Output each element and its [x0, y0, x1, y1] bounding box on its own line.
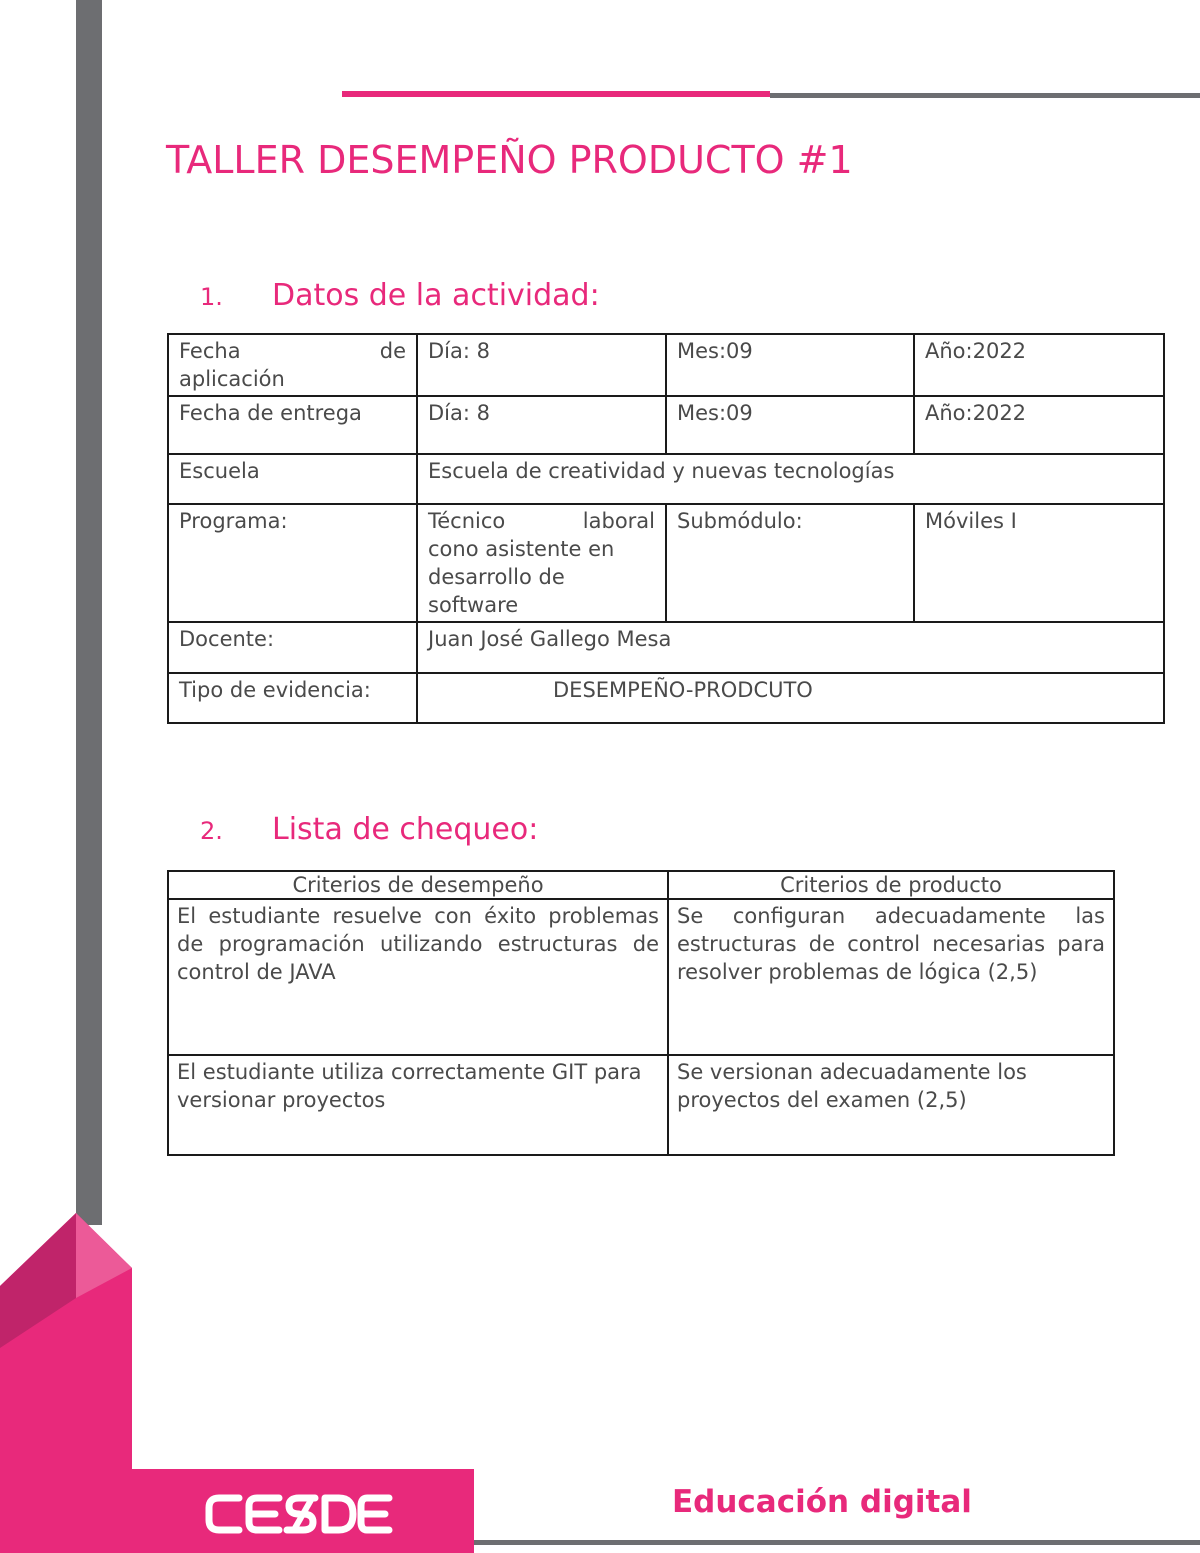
label-programa: Programa:	[168, 504, 417, 622]
value-part: cono asistente en desarrollo de software	[428, 537, 615, 617]
table-row	[168, 396, 1164, 454]
table-row	[168, 899, 1114, 1055]
label-submodulo: Submódulo:	[666, 504, 914, 622]
table-row	[168, 454, 1164, 504]
section-title: Datos de la actividad:	[272, 278, 600, 313]
criterio-producto: Se configuran adecuadamente las estructuras de control necesarias para resolver problemas de lógica (2,5)	[668, 899, 1114, 1055]
value-mes: Mes:09	[666, 396, 914, 454]
footer-brand-text: Educación digital	[672, 1484, 972, 1520]
value-programa	[417, 504, 666, 622]
column-header: Criterios de desempeño	[168, 871, 668, 899]
table-header-row	[168, 871, 1114, 899]
table-row	[168, 504, 1164, 622]
cesde-logo	[205, 1494, 393, 1534]
label-escuela: Escuela	[168, 454, 417, 504]
section-heading-lista	[200, 812, 538, 847]
table-row	[168, 334, 1164, 396]
value-docente: Juan José Gallego Mesa	[417, 622, 1164, 673]
section-title: Lista de chequeo:	[272, 812, 539, 847]
label-docente: Docente:	[168, 622, 417, 673]
label-tipo-evidencia: Tipo de evidencia:	[168, 673, 417, 723]
label-fecha-entrega: Fecha de entrega	[168, 396, 417, 454]
value-dia: Día: 8	[417, 396, 666, 454]
table-row	[168, 1055, 1114, 1155]
value-dia: Día: 8	[417, 334, 666, 396]
value-submodulo: Móviles I	[914, 504, 1164, 622]
label-part: aplicación	[179, 367, 285, 391]
left-vertical-bar	[76, 0, 102, 1225]
activity-data-table	[167, 333, 1165, 724]
section-number: 2.	[200, 817, 223, 845]
value-part: Técnico	[428, 509, 506, 533]
label-part: de	[379, 339, 406, 363]
criterio-producto: Se versionan adecuadamente los proyectos del examen (2,5)	[668, 1055, 1114, 1155]
label-fecha-aplicacion	[168, 334, 417, 396]
criterio-desempeno: El estudiante resuelve con éxito problemas de programación utilizando estructuras de control de JAVA	[168, 899, 668, 1055]
table-row	[168, 673, 1164, 723]
value-anio: Año:2022	[914, 334, 1164, 396]
value-part: laboral	[582, 509, 655, 533]
column-header: Criterios de producto	[668, 871, 1114, 899]
table-row	[168, 622, 1164, 673]
header-accent-line	[342, 91, 770, 97]
criterio-desempeno: El estudiante utiliza correctamente GIT para versionar proyectos	[168, 1055, 668, 1155]
value-mes: Mes:09	[666, 334, 914, 396]
section-heading-datos	[200, 278, 600, 313]
section-number: 1.	[200, 283, 223, 311]
value-anio: Año:2022	[914, 396, 1164, 454]
label-part: Fecha	[179, 339, 241, 363]
value-escuela: Escuela de creatividad y nuevas tecnologías	[417, 454, 1164, 504]
footer-gray-line	[474, 1540, 1200, 1545]
document-title: TALLER DESEMPEÑO PRODUCTO #1	[166, 138, 853, 182]
checklist-table	[167, 870, 1115, 1156]
header-gray-line	[770, 93, 1200, 98]
value-tipo-evidencia: DESEMPEÑO-PRODCUTO	[417, 673, 1164, 723]
